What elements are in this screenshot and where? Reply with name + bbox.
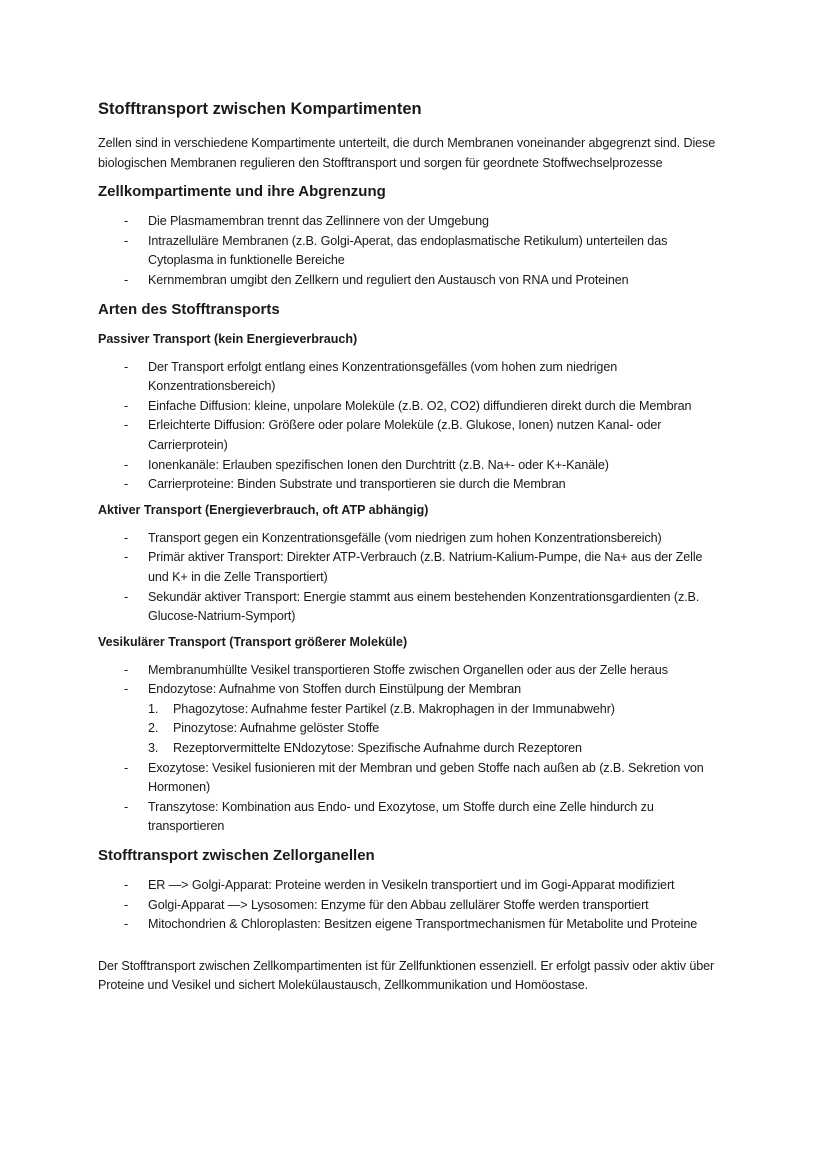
list-item xyxy=(98,397,723,417)
intro-paragraph: Zellen sind in verschiedene Kompartimente unterteilt, die durch Membranen voneinander abgegrenzt sind. Diese biologischen Membranen regulieren den Stofftransport und sorgen für geordnete Stoffwechselprozesse xyxy=(98,136,716,170)
list-item: - Membranumhüllte Vesikel transportieren Stoffe zwischen Organellen oder aus der Zelle heraus xyxy=(124,662,668,677)
bullet-dash: - xyxy=(124,878,129,893)
organelles-list xyxy=(98,876,723,935)
list-item-text: Transport gegen ein Konzentrationsgefälle (vom niedrigen zum hohen Konzentrationsbereich) xyxy=(148,530,662,545)
compartments-list xyxy=(98,212,723,290)
subheading-passive: Passiver Transport (kein Energieverbrauch) xyxy=(98,331,358,346)
bullet-dash: - xyxy=(124,457,129,472)
bullet-dash: - xyxy=(124,589,129,604)
numbered-item: 3. Rezeptorvermittelte ENdozytose: Spezifische Aufnahme durch Rezeptoren xyxy=(148,741,582,756)
conclusion-paragraph: Der Stofftransport zwischen Zellkompartimenten ist für Zellfunktionen essenziell. Er erfolgt passiv oder aktiv über Proteine und Vesikel und sichert Molekülaustausch, Zellkommunikation und Homöostase. xyxy=(98,958,715,993)
bullet-dash: - xyxy=(124,418,129,433)
vesicular-list xyxy=(98,661,723,759)
list-item xyxy=(98,271,723,291)
list-item-text: Intrazelluläre Membranen (z.B. Golgi-Aperat, das endoplasmatische Retikulum) unterteilen das Cytoplasma in funktionelle Bereiche xyxy=(148,233,668,268)
list-item-text: Exozytose: Vesikel fusionieren mit der Membran und geben Stoffe nach außen ab (z.B. Sekretion von Hormonen) xyxy=(148,760,704,795)
list-item-text: Kernmembran umgibt den Zellkern und reguliert den Austausch von RNA und Proteinen xyxy=(148,272,629,287)
list-item xyxy=(98,876,723,896)
bullet-dash: - xyxy=(124,214,129,229)
section-heading-organelles: Stofftransport zwischen Zellorganellen xyxy=(98,847,375,865)
list-item xyxy=(98,416,723,455)
list-item-text: Erleichterte Diffusion: Größere oder polare Moleküle (z.B. Glukose, Ionen) nutzen Kanal- oder Carrierprotein) xyxy=(148,418,662,452)
list-item-text: Primär aktiver Transport: Direkter ATP-Verbrauch (z.B. Natrium-Kalium-Pumpe, die Na+ aus der Zelle und K+ in die Zelle Transportiert) xyxy=(148,550,703,584)
bullet-dash: - xyxy=(124,477,129,492)
bullet-dash: - xyxy=(124,760,129,775)
list-item xyxy=(98,759,723,798)
list-item xyxy=(98,475,723,495)
list-item xyxy=(98,798,723,837)
list-item-text: Die Plasmamembran trennt das Zellinnere von der Umgebung xyxy=(148,214,489,229)
list-item-text: Der Transport erfolgt entlang eines Konzentrationsgefälles (vom hohen zum niedrigen Konzentrationsbereich) xyxy=(148,359,618,394)
document-page xyxy=(98,98,723,1004)
numbered-item: 2. Pinozytose: Aufnahme gelöster Stoffe xyxy=(148,721,380,736)
subheading-vesicular: Vesikulärer Transport (Transport größerer Moleküle) xyxy=(98,634,408,649)
subheading-active: Aktiver Transport (Energieverbrauch, oft ATP abhängig) xyxy=(98,502,429,517)
list-item-text: ER —> Golgi-Apparat: Proteine werden in Vesikeln transportiert und im Gogi-Apparat modifiziert xyxy=(148,878,675,893)
section-heading-compartments: Zellkompartimente und ihre Abgrenzung xyxy=(98,183,386,201)
list-item xyxy=(98,456,723,476)
endocytosis-numbered-list xyxy=(148,700,723,759)
list-item xyxy=(98,548,723,587)
bullet-dash: - xyxy=(124,233,129,248)
list-item xyxy=(98,358,723,397)
active-list xyxy=(98,529,723,627)
list-item xyxy=(98,212,723,232)
list-item xyxy=(98,915,723,935)
vesicular-list-continued xyxy=(98,759,723,837)
bullet-dash: - xyxy=(124,272,129,287)
list-item-text: Ionenkanäle: Erlauben spezifischen Ionen den Durchtritt (z.B. Na+- oder K+-Kanäle) xyxy=(148,457,609,472)
passive-list xyxy=(98,358,723,495)
bullet-dash: - xyxy=(124,799,129,814)
bullet-dash: - xyxy=(124,359,129,374)
section-heading-transport-types: Arten des Stofftransports xyxy=(98,300,280,318)
numbered-item: 1. Phagozytose: Aufnahme fester Partikel (z.B. Makrophagen in der Immunabwehr) xyxy=(148,701,615,716)
list-item xyxy=(98,588,723,627)
list-item-text: Sekundär aktiver Transport: Energie stammt aus einem bestehenden Konzentrationsgardienten (z.B. Glucose-Natrium-Symport) xyxy=(148,589,700,624)
list-item xyxy=(98,529,723,549)
bullet-dash: - xyxy=(124,897,129,912)
list-item: - Endozytose: Aufnahme von Stoffen durch Einstülpung der Membran 1. Phagozytose: Aufnahme fester Partikel (z.B. Makrophagen in der Immunabwehr) 2. Pinozytose: Aufnahme gelöster Stoffe 3. Rezeptorvermittelte ENdozytose: Spezifische Aufnahme durch Rezeptoren xyxy=(98,680,723,758)
list-item-text: Mitochondrien & Chloroplasten: Besitzen eigene Transportmechanismen für Metabolite und Proteine xyxy=(148,917,698,932)
bullet-dash: - xyxy=(124,530,129,545)
list-item xyxy=(98,232,723,271)
page-title: Stofftransport zwischen Kompartimenten xyxy=(98,100,422,118)
bullet-dash: - xyxy=(124,398,129,413)
bullet-dash: - xyxy=(124,917,129,932)
list-item-text: Einfache Diffusion: kleine, unpolare Moleküle (z.B. O2, CO2) diffundieren direkt durch die Membran xyxy=(148,398,692,413)
list-item xyxy=(98,896,723,916)
list-item-text: Golgi-Apparat —> Lysosomen: Enzyme für den Abbau zellulärer Stoffe werden transportiert xyxy=(148,897,649,912)
bullet-dash: - xyxy=(124,550,129,565)
list-item-text: Carrierproteine: Binden Substrate und transportieren sie durch die Membran xyxy=(148,477,566,492)
list-item-text: Transzytose: Kombination aus Endo- und Exozytose, um Stoffe durch eine Zelle hindurch zu transportieren xyxy=(148,799,654,834)
